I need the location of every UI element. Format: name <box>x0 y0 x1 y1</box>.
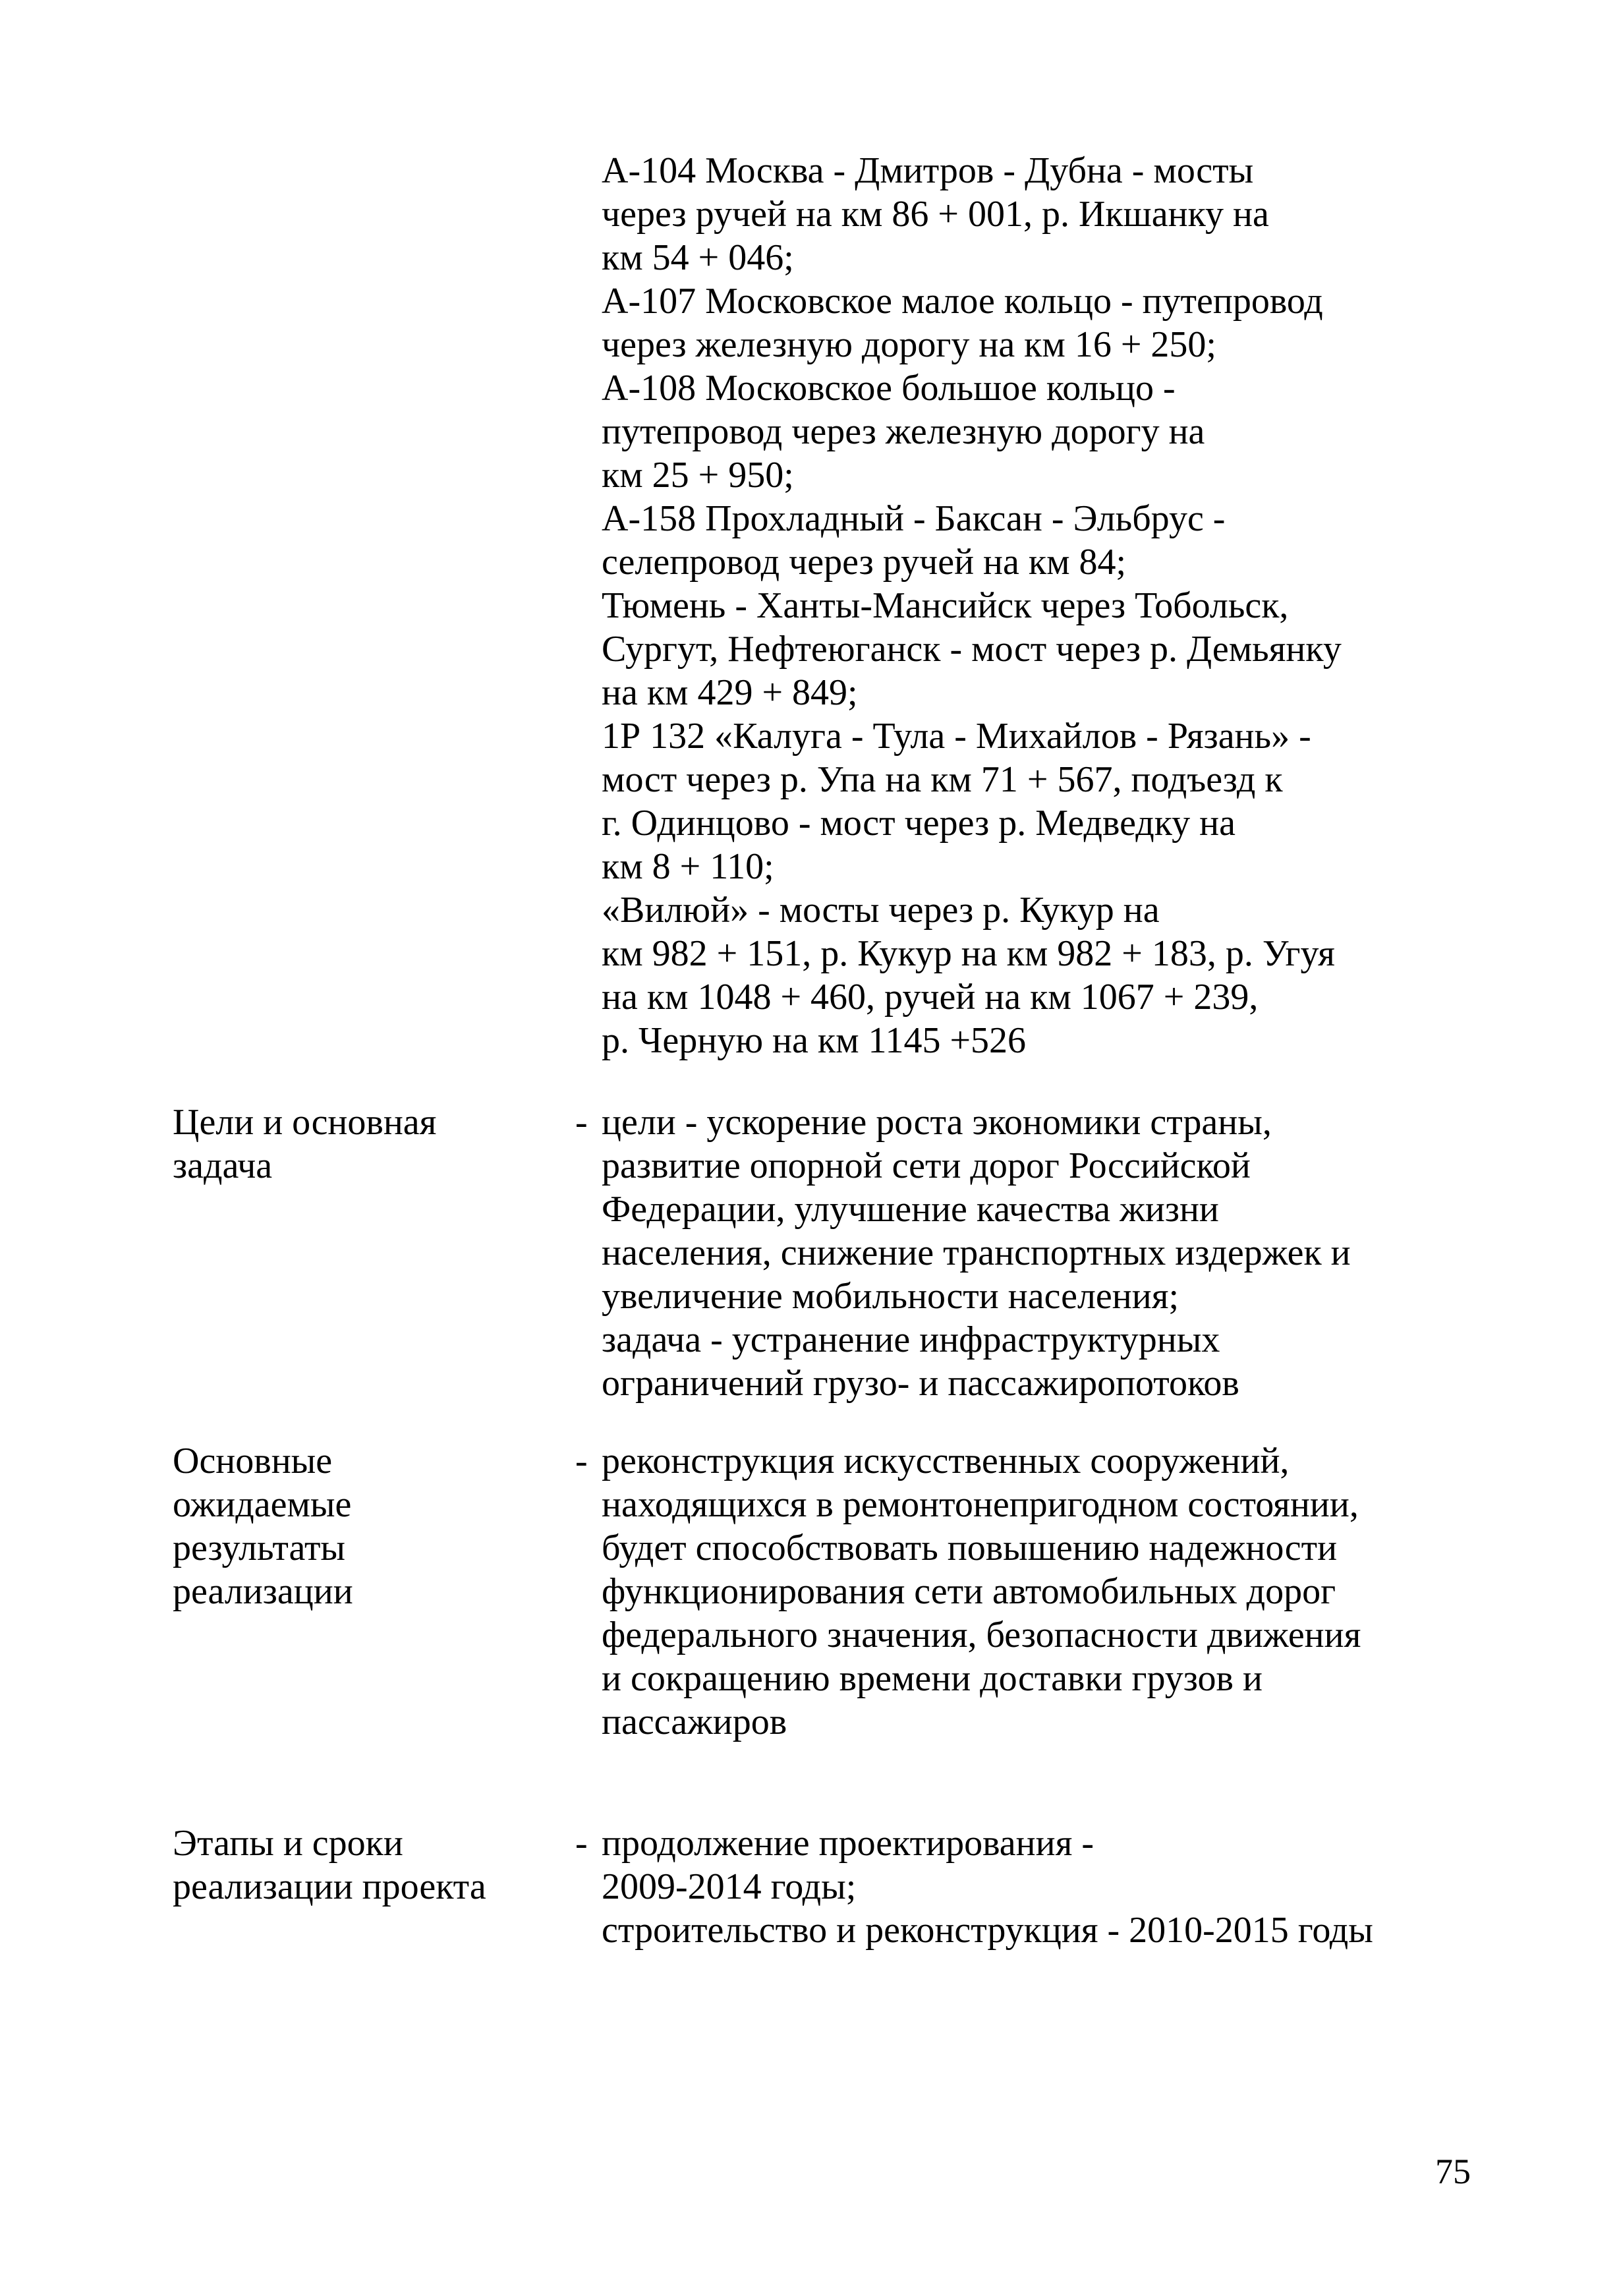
section-value-line: строительство и реконструкция - 2010-2015 годы <box>602 1910 1373 1951</box>
section-value-line: федерального значения, безопасности движения <box>602 1615 1361 1655</box>
section-dash: - <box>575 1441 588 1481</box>
section-value-line: увеличение мобильности населения; <box>602 1276 1179 1317</box>
section-label-line: результаты <box>173 1528 346 1568</box>
section-value-line: ограничений грузо- и пассажиропотоков <box>602 1363 1239 1404</box>
section-value-line: пассажиров <box>602 1702 787 1742</box>
section-value-line: 2009-2014 годы; <box>602 1866 857 1907</box>
section-label-line: реализации проекта <box>173 1866 486 1907</box>
intro-line: 1Р 132 «Калуга - Тула - Михайлов - Рязань» - <box>602 716 1311 757</box>
section-value-line: развитие опорной сети дорог Российской <box>602 1145 1251 1186</box>
intro-line: км 25 + 950; <box>602 455 794 496</box>
section-value-line: населения, снижение транспортных издержек и <box>602 1232 1351 1273</box>
section-label-line: ожидаемые <box>173 1484 352 1525</box>
section-value-line: и сокращению времени доставки грузов и <box>602 1658 1263 1699</box>
intro-line: «Вилюй» - мосты через р. Кукур на <box>602 890 1160 931</box>
intro-line: на км 429 + 849; <box>602 672 858 713</box>
section-label-line: Этапы и сроки <box>173 1823 403 1864</box>
intro-line: км 982 + 151, р. Кукур на км 982 + 183, р. Угуя <box>602 933 1335 974</box>
section-label-line: реализации <box>173 1571 353 1612</box>
intro-line: км 54 + 046; <box>602 237 794 278</box>
intro-line: путепровод через железную дорогу на <box>602 411 1205 452</box>
intro-line: А-107 Московское малое кольцо - путепровод <box>602 281 1323 322</box>
section-value-line: цели - ускорение роста экономики страны, <box>602 1102 1272 1143</box>
section-value-line: задача - устранение инфраструктурных <box>602 1319 1220 1360</box>
intro-line: р. Черную на км 1145 +526 <box>602 1020 1027 1061</box>
intro-line: А-158 Прохладный - Баксан - Эльбрус - <box>602 498 1226 539</box>
section-label-line: задача <box>173 1145 273 1186</box>
section-value-line: функционирования сети автомобильных дорог <box>602 1571 1336 1612</box>
intro-line: через ручей на км 86 + 001, р. Икшанку на <box>602 194 1269 235</box>
section-value-line: Федерации, улучшение качества жизни <box>602 1189 1219 1230</box>
intro-line: селепровод через ручей на км 84; <box>602 542 1127 583</box>
section-value-line: продолжение проектирования - <box>602 1823 1094 1864</box>
intro-line: на км 1048 + 460, ручей на км 1067 + 239, <box>602 977 1259 1018</box>
intro-line: мост через р. Упа на км 71 + 567, подъезд к <box>602 759 1283 800</box>
intro-line: г. Одинцово - мост через р. Медведку на <box>602 803 1236 844</box>
section-label-line: Цели и основная <box>173 1102 437 1143</box>
page-number: 75 <box>1435 2152 1471 2191</box>
section-value-line: находящихся в ремонтонепригодном состоянии, <box>602 1484 1359 1525</box>
intro-line: через железную дорогу на км 16 + 250; <box>602 324 1216 365</box>
intro-line: Тюмень - Ханты-Мансийск через Тобольск, <box>602 585 1289 626</box>
section-dash: - <box>575 1823 588 1864</box>
section-label-line: Основные <box>173 1441 333 1481</box>
section-value-line: реконструкция искусственных сооружений, <box>602 1441 1290 1481</box>
intro-line: км 8 + 110; <box>602 846 774 887</box>
section-value-line: будет способствовать повышению надежности <box>602 1528 1338 1568</box>
intro-line: Сургут, Нефтеюганск - мост через р. Демьянку <box>602 629 1342 670</box>
intro-line: А-108 Московское большое кольцо - <box>602 368 1176 409</box>
intro-line: А-104 Москва - Дмитров - Дубна - мосты <box>602 150 1254 191</box>
section-dash: - <box>575 1102 588 1143</box>
